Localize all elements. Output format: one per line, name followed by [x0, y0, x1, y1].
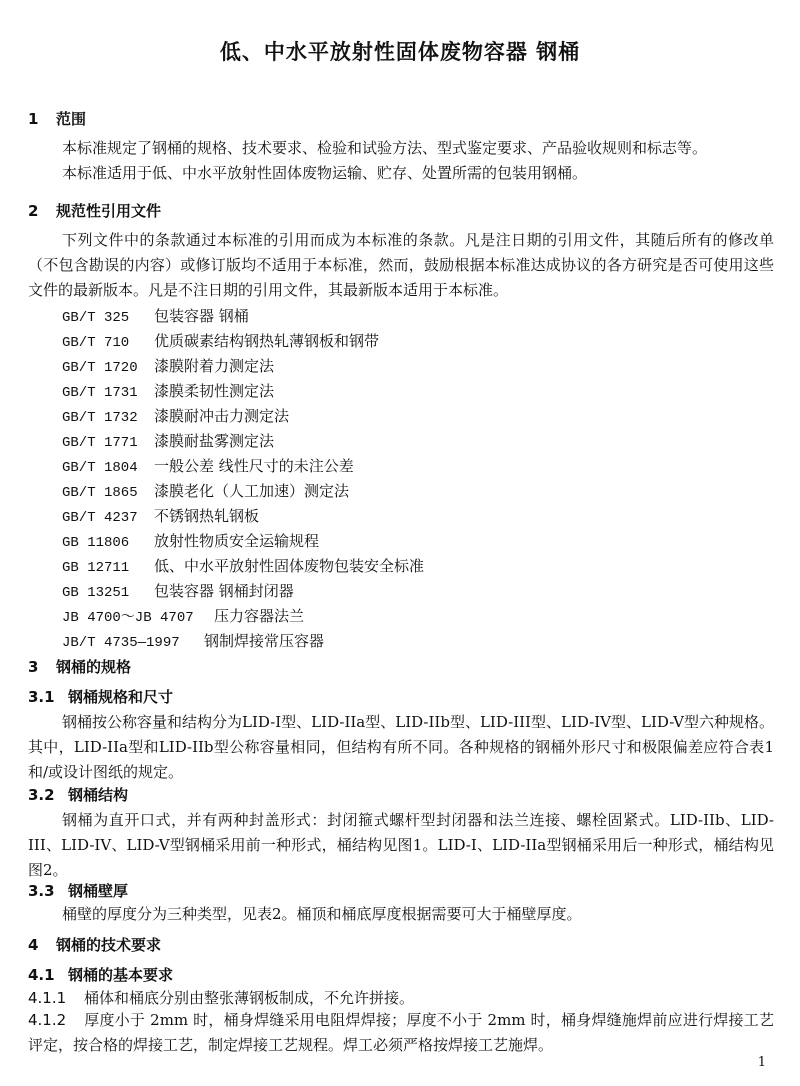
reference-item — [62, 554, 424, 581]
subsection-number: 4.1 — [28, 966, 55, 984]
section-4-1-heading — [28, 964, 173, 985]
reference-code: GB/T 1771 — [62, 435, 138, 451]
section-title: 范围 — [56, 110, 87, 128]
reference-code: GB 11806 — [62, 535, 130, 551]
reference-item — [62, 604, 304, 631]
document-title: 低、中水平放射性固体废物容器 钢桶 — [219, 40, 581, 64]
reference-item — [62, 504, 259, 531]
subsection-title: 钢桶规格和尺寸 — [68, 688, 174, 706]
reference-code: GB/T 1731 — [62, 385, 138, 401]
section-number: 2 — [28, 202, 39, 220]
reference-code: GB/T 1732 — [62, 410, 138, 426]
section-number: 4 — [28, 936, 39, 954]
reference-title: 漆膜耐冲击力测定法 — [154, 407, 290, 425]
reference-title: 包装容器 钢桶封闭器 — [154, 582, 294, 600]
reference-code: GB 13251 — [62, 585, 130, 601]
section-number: 3 — [28, 658, 39, 676]
reference-code: GB/T 4237 — [62, 510, 138, 526]
reference-item — [62, 454, 354, 481]
reference-title: 压力容器法兰 — [214, 607, 305, 625]
reference-item — [62, 304, 249, 331]
clause-text: 厚度小于 2mm 时，桶身焊缝采用电阻焊焊接；厚度不小于 2mm 时，桶身焊缝施焊前应进行焊接工艺评定，按合格的焊接工艺，制定焊接工艺规程。焊工必须严格按焊接工艺施焊。 — [28, 1011, 774, 1054]
reference-title: 漆膜耐盐雾测定法 — [154, 432, 275, 450]
clause-number: 4.1.1 — [28, 989, 67, 1007]
subsection-number: 3.3 — [28, 882, 55, 900]
reference-item — [62, 529, 319, 556]
reference-code: GB/T 325 — [62, 310, 130, 326]
clause-number: 4.1.2 — [28, 1011, 67, 1029]
section-2-intro: 下列文件中的条款通过本标准的引用而成为本标准的条款。凡是注日期的引用文件，其随后所有的修改单（不包含勘误的内容）或修订版均不适用于本标准，然而，鼓励根据本标准达成协议的各方研究是否可使用这些文件的最新版本。凡是不注日期的引用文件，其最新版本适用于本标准。 — [28, 231, 774, 299]
clause-text: 桶体和桶底分别由整张薄钢板制成，不允许拼接。 — [84, 989, 415, 1007]
reference-code: GB 12711 — [62, 560, 130, 576]
reference-item — [62, 429, 274, 456]
reference-title: 低、中水平放射性固体废物包装安全标准 — [154, 557, 425, 575]
section-number: 1 — [28, 110, 39, 128]
reference-code: JB 4700～JB 4707 — [62, 610, 194, 626]
section-3-1-text: 钢桶按公称容量和结构分为LID-I型、LID-IIa型、LID-IIb型、LID-III型、LID-IV型、LID-V型六种规格。其中，LID-IIa型和LID-IIb型公称容量相同，但结构有所不同。各种规格的钢桶外形尺寸和极限偏差应符合表1和/或设计图纸的规定。 — [28, 713, 775, 781]
section-3-2-heading — [28, 784, 128, 805]
reference-item — [62, 354, 274, 381]
section-3-1-heading — [28, 686, 173, 707]
section-1-heading — [28, 108, 86, 129]
subsection-title: 钢桶结构 — [68, 786, 129, 804]
reference-code: GB/T 1720 — [62, 360, 138, 376]
reference-code: GB/T 1865 — [62, 485, 138, 501]
page-number: 1 — [757, 1055, 766, 1070]
section-1-paragraph-2: 本标准适用于低、中水平放射性固体废物运输、贮存、处置所需的包装用钢桶。 — [62, 164, 588, 182]
section-3-3-heading — [28, 880, 128, 901]
reference-item — [62, 479, 349, 506]
reference-title: 不锈钢热轧钢板 — [154, 507, 260, 525]
subsection-number: 3.1 — [28, 688, 55, 706]
reference-title: 钢制焊接常压容器 — [204, 632, 325, 650]
reference-title: 优质碳素结构钢热轧薄钢板和钢带 — [154, 332, 380, 350]
reference-item — [62, 629, 324, 656]
reference-item — [62, 579, 294, 606]
reference-item — [62, 404, 289, 431]
reference-title: 放射性物质安全运输规程 — [154, 532, 320, 550]
clause-4-1-2 — [28, 1008, 774, 1058]
section-title: 钢桶的技术要求 — [56, 936, 162, 954]
section-title: 钢桶的规格 — [56, 658, 132, 676]
section-title: 规范性引用文件 — [56, 202, 162, 220]
section-4-heading — [28, 934, 161, 955]
reference-code: GB/T 710 — [62, 335, 130, 351]
section-3-heading — [28, 656, 131, 677]
section-1-paragraph-1: 本标准规定了钢桶的规格、技术要求、检验和试验方法、型式鉴定要求、产品验收规则和标志等。 — [62, 139, 708, 157]
reference-code: GB/T 1804 — [62, 460, 138, 476]
reference-title: 漆膜老化（人工加速）测定法 — [154, 482, 350, 500]
subsection-title: 钢桶壁厚 — [68, 882, 129, 900]
reference-title: 一般公差 线性尺寸的未注公差 — [154, 457, 354, 475]
section-2-heading — [28, 200, 161, 221]
reference-title: 漆膜柔韧性测定法 — [154, 382, 275, 400]
reference-title: 漆膜附着力测定法 — [154, 357, 275, 375]
subsection-number: 3.2 — [28, 786, 55, 804]
reference-item — [62, 329, 379, 356]
subsection-title: 钢桶的基本要求 — [68, 966, 174, 984]
reference-item — [62, 379, 274, 406]
reference-title: 包装容器 钢桶 — [154, 307, 249, 325]
section-3-2-text: 钢桶为直开口式，并有两种封盖形式：封闭箍式螺杆型封闭器和法兰连接、螺栓固紧式。LID-IIb、LID-III、LID-IV、LID-V型钢桶采用前一种形式，桶结构见图1。LID-I、LID-IIa型钢桶采用后一种形式，桶结构见图2。 — [28, 811, 774, 879]
section-3-3-text: 桶壁的厚度分为三种类型，见表2。桶顶和桶底厚度根据需要可大于桶壁厚度。 — [62, 905, 582, 923]
reference-code: JB/T 4735—1997 — [62, 635, 180, 651]
